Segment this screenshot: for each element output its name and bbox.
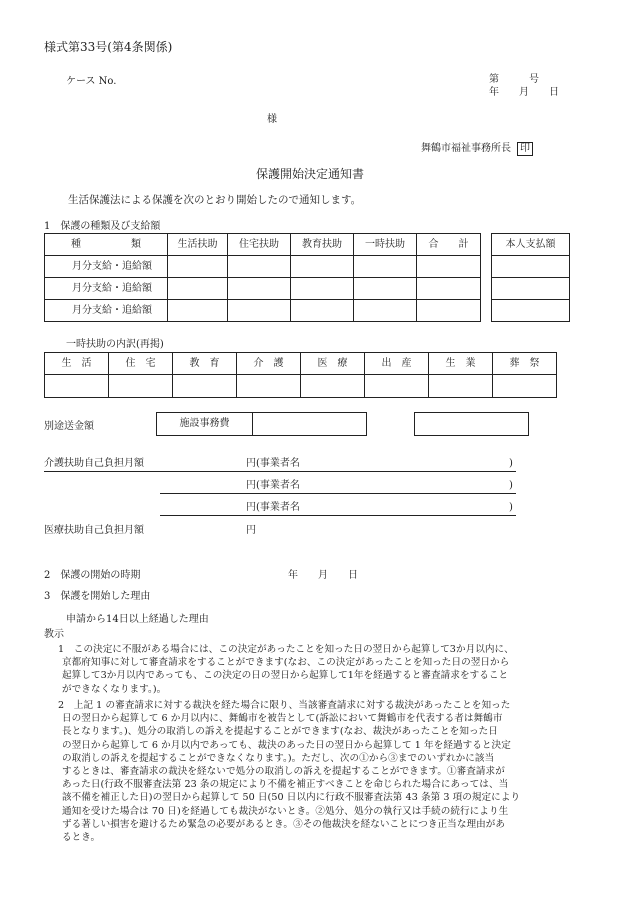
note-line: 1 この決定に不服がある場合には、この決定があったことを知った日の翌日から起算して3か月以内に、 <box>58 644 514 655</box>
issuer-name: 舞鶴市福祉事務所長 <box>421 143 511 154</box>
note-line: するときは、審査請求の裁決を経ないで処分の取消しの訴えを提起することができます。①審査請求が <box>62 766 505 778</box>
breakdown-care: 介 護 <box>237 353 301 375</box>
note-line: ができなくなります。)。 <box>62 683 167 695</box>
document-number: 第 号 <box>489 74 539 85</box>
note-line: 2 上記 1 の審査請求に対する裁決を経た場合に限り、当該審査請求に対する裁決があったことを知った <box>58 700 511 711</box>
header-temporary: 一時扶助 <box>354 234 417 256</box>
underline <box>44 471 516 472</box>
facility-fee-label: 施設事務費 <box>157 413 253 436</box>
note-line: 該不備を補正した日)の翌日から起算して 50 日(50 日以内に行政不服審査法第 43 条第 3 項の規定により <box>62 792 521 804</box>
breakdown-header-row <box>45 353 557 375</box>
notes-heading: 教示 <box>44 629 64 640</box>
breakdown-value-row <box>45 375 557 398</box>
care-provider-line: 円(事業者名 <box>246 502 300 513</box>
header-living: 生活扶助 <box>168 234 228 256</box>
underline <box>160 515 516 516</box>
medical-copay-label: 医療扶助自己負担月額 <box>44 525 144 536</box>
issuer <box>421 142 533 156</box>
note-line: 京都府知事に対して審査請求をすることができます(なお、この決定があったことを知った日の翌日から <box>62 657 510 669</box>
note-line: 日の翌日から起算して 6 か月以内に、舞鶴市を被告として(訴訟において舞鶴市を代表する者は舞鶴市 <box>62 713 503 725</box>
header-education: 教育扶助 <box>291 234 354 256</box>
table-row <box>45 278 481 300</box>
note-line: あった日(行政不服審査法第 23 条の規定により不備を補正すべきことを命じられた場合にあっては、当 <box>62 779 509 791</box>
payment-header-row <box>45 234 481 256</box>
self-pay-table <box>491 233 570 322</box>
section1-heading: 1 保護の種類及び支給額 <box>44 221 161 232</box>
payment-table <box>44 233 481 322</box>
note-line: ずる著しい損害を避けるため緊急の必要があるとき。③その他裁決を経ないことにつき正当な理由があ <box>62 818 506 830</box>
header-type: 種 類 <box>45 234 168 256</box>
care-close-paren: ) <box>509 480 513 491</box>
delay-reason-label: 申請から14日以上経過した理由 <box>66 614 209 625</box>
breakdown-education: 教 育 <box>173 353 237 375</box>
start-date-value: 年 月 日 <box>288 570 358 581</box>
document-date: 年 月 日 <box>489 87 559 98</box>
table-row <box>45 300 481 322</box>
start-reason-label: 3 保護を開始した理由 <box>44 591 151 602</box>
row-label: 月分支給・追給額 <box>45 300 168 322</box>
separate-remittance-label: 別途送金額 <box>44 421 94 432</box>
breakdown-housing: 住 宅 <box>109 353 173 375</box>
care-copay-label: 介護扶助自己負担月額 <box>44 458 144 469</box>
header-self-pay: 本人支払額 <box>492 234 570 256</box>
care-close-paren: ) <box>509 502 513 513</box>
table-row <box>45 256 481 278</box>
note-line: 長となります。)、処分の取消しの訴えを提起することができます(なお、裁決があったことを知った日 <box>62 726 498 738</box>
medical-copay-value: 円 <box>246 525 256 536</box>
breakdown-table <box>44 352 557 398</box>
row-label: 月分支給・追給額 <box>45 256 168 278</box>
case-number-label: ケース No. <box>66 76 117 87</box>
separate-remittance-table <box>156 412 529 436</box>
addressee: 様 <box>267 114 277 125</box>
note-line: の取消しの訴えを提起することができなくなります。)。ただし、次の①から③までのいずれかに該当 <box>62 752 495 764</box>
breakdown-childbirth: 出 産 <box>365 353 429 375</box>
seal-stamp: 印 <box>517 142 533 156</box>
row-label: 月分支給・追給額 <box>45 278 168 300</box>
breakdown-funeral: 葬 祭 <box>493 353 557 375</box>
breakdown-occupation: 生 業 <box>429 353 493 375</box>
care-provider-line: 円(事業者名 <box>246 458 300 469</box>
form-number: 様式第33号(第4条関係) <box>44 40 173 54</box>
breakdown-medical: 医 療 <box>301 353 365 375</box>
note-line: るとき。 <box>62 832 101 844</box>
intro-text: 生活保護法による保護を次のとおり開始したので通知します。 <box>68 194 362 206</box>
header-total: 合 計 <box>417 234 481 256</box>
note-line: の翌日から起算して 6 か月以内であっても、裁決のあった日の翌日から起算して 1 年を経過すると決定 <box>62 739 511 751</box>
document-title: 保護開始決定通知書 <box>256 167 365 181</box>
note-line: 通知を受けた場合は 70 日)を経過しても裁決がないとき。②処分、処分の執行又は手続の続行により生 <box>62 805 509 817</box>
breakdown-living: 生 活 <box>45 353 109 375</box>
header-housing: 住宅扶助 <box>228 234 291 256</box>
care-provider-line: 円(事業者名 <box>246 480 300 491</box>
start-date-label: 2 保護の開始の時期 <box>44 570 141 581</box>
note-line: 起算して3か月以内であっても、この決定の日の翌日から起算して1年を経過すると審査請求をすること <box>62 670 509 682</box>
breakdown-heading: 一時扶助の内訳(再掲) <box>66 339 164 350</box>
instruction-note-1 <box>46 643 594 696</box>
instruction-note-2 <box>46 699 594 844</box>
underline <box>160 493 516 494</box>
care-close-paren: ) <box>509 458 513 469</box>
